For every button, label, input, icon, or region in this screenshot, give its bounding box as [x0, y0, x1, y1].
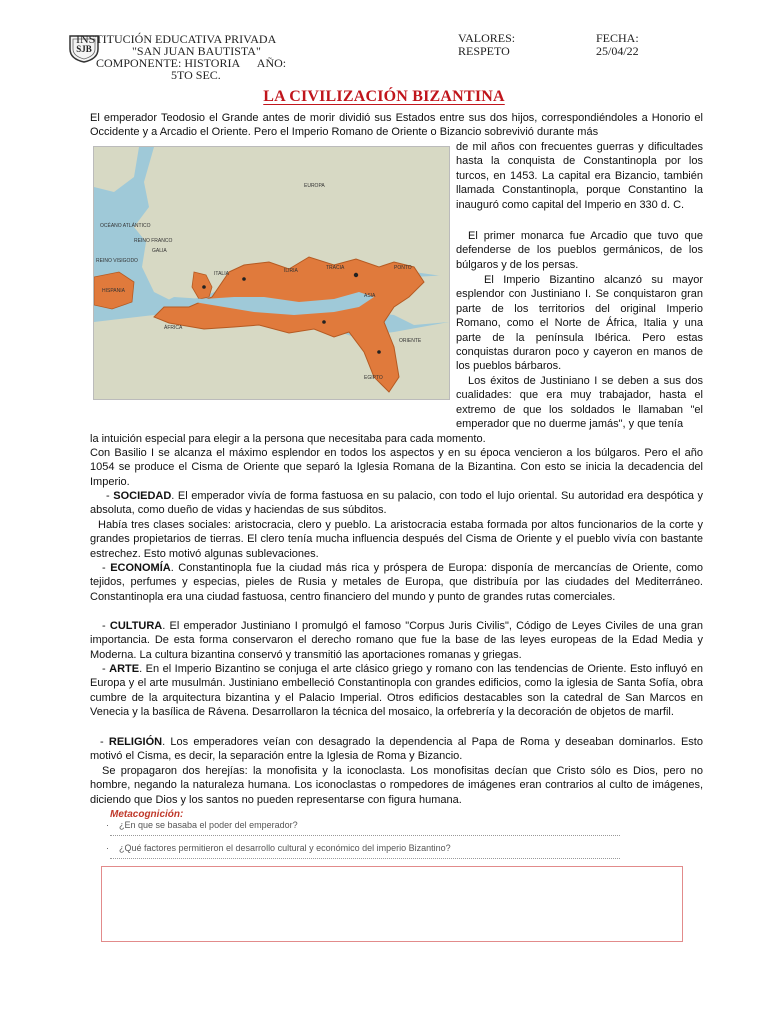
cultura-label: CULTURA: [109, 620, 163, 632]
city-marker: [322, 320, 326, 324]
side-paragraph-1: de mil años con frecuentes guerras y dificultades hasta la conquista de Constantinopla por los turcos, en 1453. La capital era Bizancio, también llamada Constantinopla, porque Constantino la inauguró como capital del Imperio en 330 d. C.: [456, 141, 703, 211]
city-marker: [202, 285, 206, 289]
arte-text: . En el Imperio Bizantino se conjuga el arte clásico griego y romano con las tendencias de Oriente. Esto influyó en Europa y el arte musulmán. Justiniano embelleció Constantinopla con grandes edificios, como la iglesia de Santa Sofía, obra cumbre de la arquitectura bizantina y el Palacio Imperial. Otros edificios destacables son la catedral de San Marcos en Venecia y la basílica de Rávena. Desarrollaron la técnica del mosaico, la orfebrería y la decoración de objetos de marfil.: [90, 663, 703, 719]
paragraph-5: Con Basilio I se alcanza el máximo esplendor en todos los aspectos y en su época vencieron a los búlgaros. Pero el año 1054 se produce el Cisma de Oriente que separó la Iglesia Romana de la Bizantina. Con esto se inicia la decadencia del Imperio.: [90, 447, 703, 488]
map-label-asia: ASIA: [364, 293, 376, 299]
sociedad-text: . El emperador vivía de forma fastuosa en su palacio, con todo el lujo oriental. Su autoridad era despótica y absoluta, como dueño de vidas y haciendas de sus súbditos.: [90, 490, 703, 517]
map-label-oriente: ORIENTE: [399, 338, 422, 344]
school-name-line2: "SAN JUAN BAUTISTA": [132, 44, 261, 58]
section-cultura: - CULTURA. El emperador Justiniano I promulgó el famoso "Corpus Juris Civilis", Código de Leyes Civiles de una gran importancia. De esta forma conservaron el derecho romano que fue la base de las leyes europeas de la Edad Media y Moderna. La cultura bizantina conservó y transmitió las aportaciones romanas y griegas.: [90, 620, 703, 661]
section-economia: - ECONOMÍA. Constantinopla fue la ciudad más rica y próspera de Europa: disponía de mercancías de Oriente, como tejidos, perfumes y especias, pieles de Rusia y metales de Europa, que distribuía por las ciudades del Mediterráneo. Constantinopla era una ciudad fastuosa, centro financiero del mundo y punto de grandes rutas comerciales.: [90, 562, 703, 603]
values-label: VALORES:: [458, 31, 516, 45]
page-title: LA CIVILIZACIÓN BIZANTINA: [263, 88, 505, 105]
map-label-africa: ÁFRICA: [164, 325, 183, 331]
section-religion: - RELIGIÓN. Los emperadores veían con desagrado la dependencia al Papa de Roma y deseaban dominarlos. Esto motivó el Cisma, es decir, la separación entre la Iglesia de Roma y Bizancio.: [90, 736, 703, 763]
grade: 5TO SEC.: [171, 68, 221, 82]
map-label-reino-visigodo: REINO VISIGODO: [96, 258, 138, 264]
map-label-reino-franco: REINO FRANCO: [134, 238, 173, 244]
question-2-text: ¿Qué factores permitieron el desarrollo cultural y económico del imperio Bizantino?: [119, 843, 451, 853]
section-arte: - ARTE. En el Imperio Bizantino se conjuga el arte clásico griego y romano con las tendencias de Oriente. Esto influyó en Europa y el arte musulmán. Justiniano embelleció Constantinopla con grandes edificios, como la iglesia de Santa Sofía, obra cumbre de la arquitectura bizantina y el Palacio Imperial. Otros edificios destacables son la catedral de San Marcos en Venecia y la basílica de Rávena. Desarrollaron la técnica del mosaico, la orfebrería y la decoración de objetos de marfil.: [90, 663, 703, 719]
arte-label: ARTE: [109, 663, 140, 675]
sociedad-label: SOCIEDAD: [113, 490, 172, 502]
map-label-ponto: PONTO: [394, 265, 412, 271]
section-herejias: Se propagaron dos herejías: la monofisita y la iconoclasta. Los monofisitas decían que Cristo sólo es Dios, pero no hombre, negando la naturaleza humana. Los iconoclastas o rompedores de imágenes eran contrarios al culto de imágenes, diciendo que Dios y los santos no pueden representarse con figura humana.: [90, 765, 703, 806]
map-label-europa: EUROPA: [304, 183, 325, 189]
intro-paragraph: El emperador Teodosio el Grande antes de morir dividió sus Estados entre sus dos hijos, correspondiéndoles a Honorio el Occidente y a Arcadio el Oriente. Pero el Imperio Romano de Oriente o Bizancio sobrevivió durante más: [90, 112, 703, 139]
values-value: RESPETO: [458, 44, 510, 58]
component-line: COMPONENTE: HISTORIA AÑO:: [96, 56, 287, 70]
answer-box[interactable]: [101, 866, 683, 942]
date-label: FECHA:: [596, 31, 639, 45]
paragraph-4-end: la intuición especial para elegir a la persona que necesitaba para cada momento.: [90, 433, 486, 445]
map-label-tracia: TRACIA: [326, 265, 345, 271]
school-name: INSTITUCIÓN EDUCATIVA PRIVADA: [76, 32, 277, 46]
map-label-hispania: HISPANIA: [102, 288, 125, 294]
question-2: · ¿Qué factores permitieron el desarrollo cultural y económico del imperio Bizantino?: [106, 843, 451, 853]
answer-line-2[interactable]: [110, 858, 620, 859]
side-paragraph-4: Los éxitos de Justiniano I se deben a sus dos cualidades: que era muy trabajador, hasta el extremo de que los soldados le llamaban "el emperador que no duerme jamás", y que tenía: [456, 375, 703, 431]
economia-text: . Constantinopla fue la ciudad más rica y próspera de Europa: disponía de mercancías de Oriente, como tejidos, perfumes y especias, pieles de Rusia y metales de Europa, que distribuía por las ciudades del Mediterráneo. Constantinopla era una ciudad fastuosa, centro financiero del mundo y punto de grandes rutas comerciales.: [90, 562, 703, 603]
side-paragraph-2: El primer monarca fue Arcadio que tuvo que defenderse de los pueblos germánicos, de los búlgaros y de los persas.: [456, 230, 703, 271]
city-marker: [377, 350, 381, 354]
side-paragraph-3: El Imperio Bizantino alcanzó su mayor esplendor con Justiniano I. Se conquistaron gran parte de los territorios del original Imperio Romano, como el Norte de África, Italia y una parte de la península Ibérica. Pero estas conquistas duraron poco y cayeron en manos de los pueblos bárbaros.: [456, 274, 703, 373]
city-marker: [242, 277, 246, 281]
cultura-text: . El emperador Justiniano I promulgó el famoso "Corpus Juris Civilis", Código de Leyes Civiles de una gran importancia. De esta forma conservaron el derecho romano que fue la base de las leyes europeas de la Edad Media y Moderna. La cultura bizantina conservó y transmitió las aportaciones romanas y griegas.: [90, 620, 703, 661]
religion-text: . Los emperadores veían con desagrado la dependencia al Papa de Roma y deseaban dominarlos. Esto motivó el Cisma, es decir, la separación entre la Iglesia de Roma y Bizancio.: [90, 736, 703, 763]
question-1: · ¿En que se basaba el poder del emperador?: [106, 820, 298, 830]
map-label-egipto: EGIPTO: [364, 375, 383, 381]
section-sociedad: - SOCIEDAD. El emperador vivía de forma fastuosa en su palacio, con todo el lujo oriental. Su autoridad era despótica y absoluta, como dueño de vidas y haciendas de sus súbditos.: [90, 490, 703, 517]
map-label-atlantic: OCÉANO ATLÁNTICO: [100, 223, 151, 229]
map-label-galia: GALIA: [152, 248, 167, 254]
question-1-text: ¿En que se basaba el poder del emperador?: [119, 820, 298, 830]
svg-text:SJB: SJB: [76, 44, 92, 54]
map-label-italia: ITALIA: [214, 271, 229, 277]
constantinople-marker: [354, 273, 358, 277]
economia-label: ECONOMÍA: [110, 562, 171, 574]
map-label-iliria: ILIRIA: [284, 268, 298, 274]
date-value: 25/04/22: [596, 44, 639, 58]
religion-label: RELIGIÓN: [108, 736, 163, 748]
metacognition-heading: Metacognición:: [110, 809, 184, 820]
section-clases: Había tres clases sociales: aristocracia, clero y pueblo. La aristocracia estaba formada por altos funcionarios de la corte y grandes propietarios de tierras. El clero tenía mucha influencia después del Cisma de Oriente y el pueblo vivía con bastante estrechez. Esto motivó algunas sublevaciones.: [90, 519, 703, 560]
byzantine-empire-map: [93, 146, 450, 400]
answer-line-1[interactable]: [110, 835, 620, 836]
